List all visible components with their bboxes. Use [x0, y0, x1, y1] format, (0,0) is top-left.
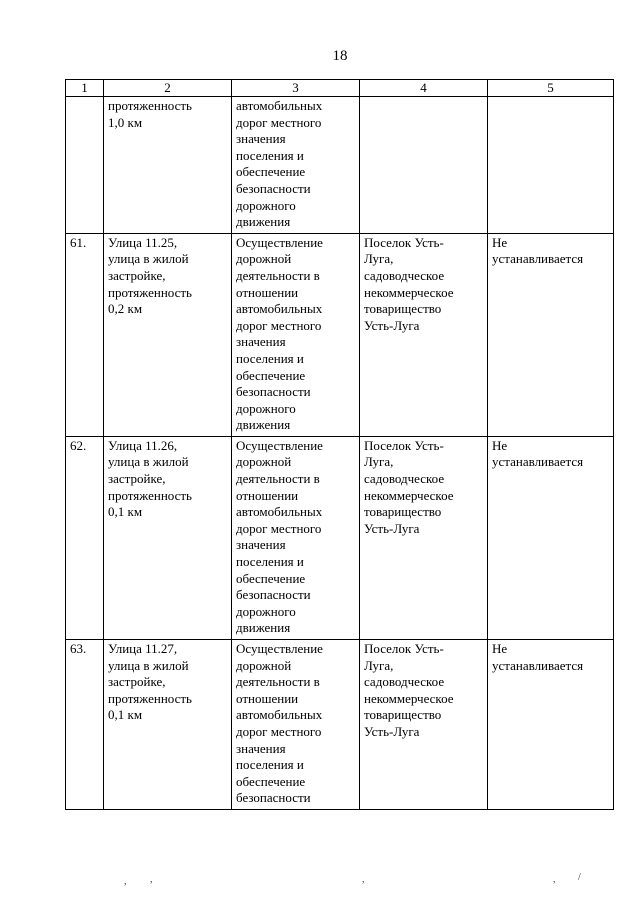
- object-purpose: Осуществление дорожной деятельности в отношении автомобильных дорог местного значения поселения и обеспечение безопасности: [232, 640, 360, 810]
- scan-speck: ,: [124, 876, 127, 887]
- column-header-5: 5: [488, 80, 614, 97]
- column-header-3: 3: [232, 80, 360, 97]
- header-row: [66, 80, 614, 97]
- column-header-2: 2: [104, 80, 232, 97]
- object-zone: Не устанавливается: [488, 233, 614, 436]
- row-number: 63.: [66, 640, 104, 810]
- table-body: [66, 97, 614, 810]
- object-purpose: Осуществление дорожной деятельности в отношении автомобильных дорог местного значения поселения и обеспечение безопасности дорожного движения: [232, 233, 360, 436]
- scan-speck: ,: [362, 874, 365, 885]
- table-row: [66, 436, 614, 639]
- object-zone: Не устанавливается: [488, 436, 614, 639]
- row-number: 62.: [66, 436, 104, 639]
- object-location: [360, 97, 488, 234]
- object-location: Поселок Усть- Луга, садоводческое некоммерческое товарищество Усть-Луга: [360, 436, 488, 639]
- document-table: [65, 79, 614, 810]
- column-header-1: 1: [66, 80, 104, 97]
- object-zone: [488, 97, 614, 234]
- table-row: [66, 97, 614, 234]
- scan-speck: ,: [553, 874, 556, 885]
- object-purpose: автомобильных дорог местного значения поселения и обеспечение безопасности дорожного движения: [232, 97, 360, 234]
- scan-speck: /: [578, 872, 581, 883]
- object-name: протяженность 1,0 км: [104, 97, 232, 234]
- object-name: Улица 11.26, улица в жилой застройке, протяженность 0,1 км: [104, 436, 232, 639]
- object-purpose: Осуществление дорожной деятельности в отношении автомобильных дорог местного значения поселения и обеспечение безопасности дорожного движения: [232, 436, 360, 639]
- row-number: [66, 97, 104, 234]
- object-location: Поселок Усть- Луга, садоводческое некоммерческое товарищество Усть-Луга: [360, 233, 488, 436]
- scan-speck: ,: [150, 874, 153, 885]
- row-number: 61.: [66, 233, 104, 436]
- object-name: Улица 11.25, улица в жилой застройке, протяженность 0,2 км: [104, 233, 232, 436]
- object-name: Улица 11.27, улица в жилой застройке, протяженность 0,1 км: [104, 640, 232, 810]
- column-header-4: 4: [360, 80, 488, 97]
- object-location: Поселок Усть- Луга, садоводческое некоммерческое товарищество Усть-Луга: [360, 640, 488, 810]
- page-number: 18: [332, 48, 348, 64]
- object-zone: Не устанавливается: [488, 640, 614, 810]
- table-header: [66, 80, 614, 97]
- table-row: [66, 640, 614, 810]
- table-row: [66, 233, 614, 436]
